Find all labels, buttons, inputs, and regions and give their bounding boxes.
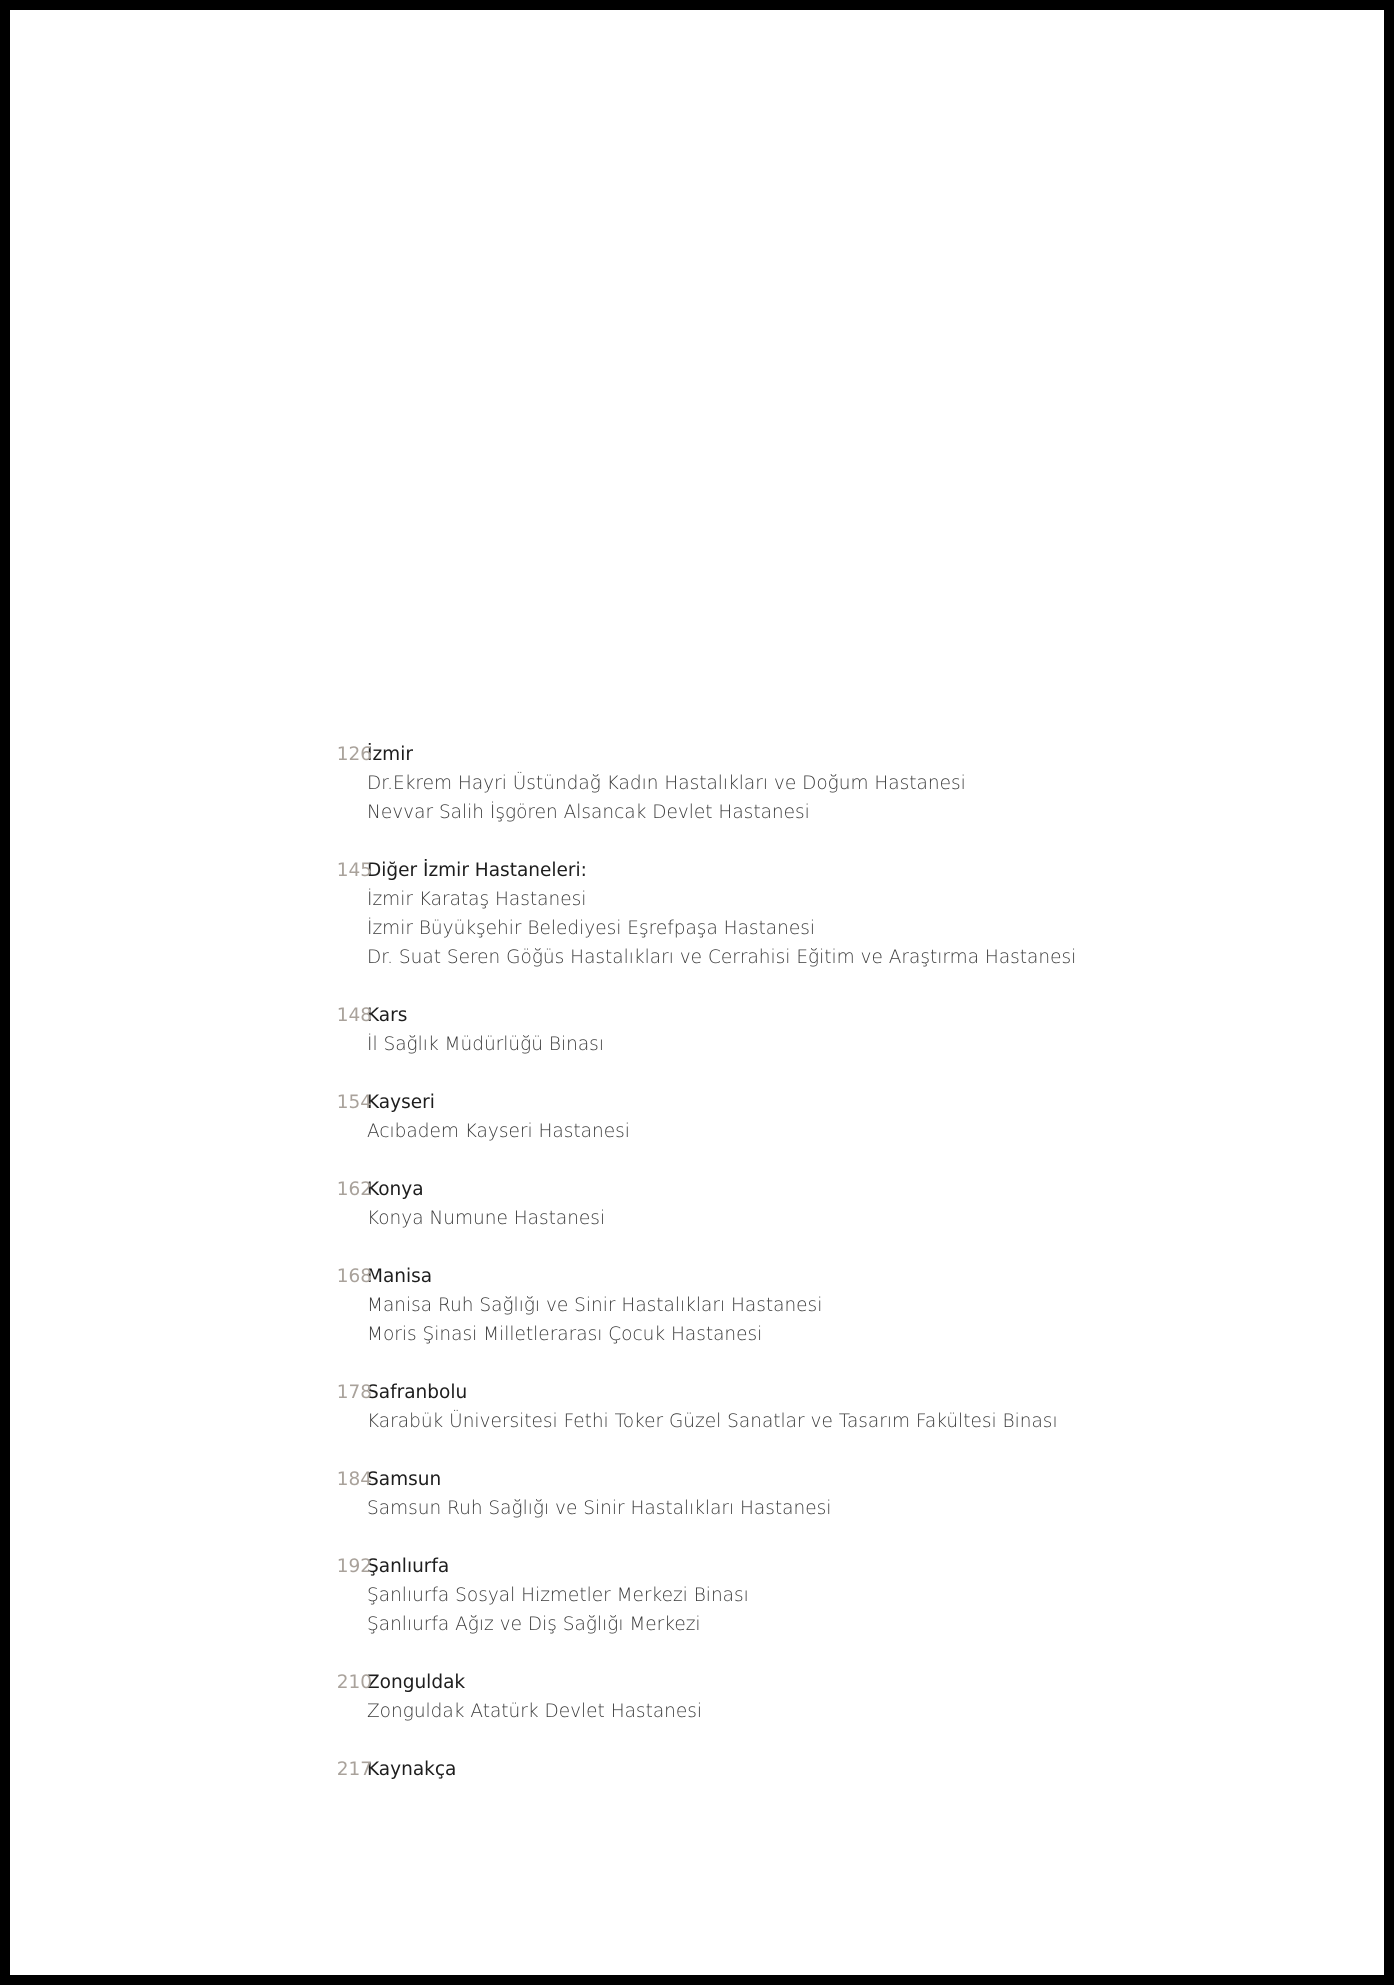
toc-item: İl Sağlık Müdürlüğü Binası xyxy=(367,1034,604,1055)
toc-entry-content xyxy=(367,740,1384,827)
toc-entry xyxy=(10,1088,1384,1146)
toc-entry xyxy=(10,740,1384,827)
toc-entry-content xyxy=(367,1755,1384,1784)
page xyxy=(10,10,1384,1975)
toc-entry xyxy=(10,1668,1384,1726)
toc-section-title: Diğer İzmir Hastaneleri: xyxy=(367,860,587,881)
toc-entry xyxy=(10,1175,1384,1233)
toc-section-title: Şanlıurfa xyxy=(367,1556,450,1577)
toc-page-number: 162 xyxy=(336,1179,372,1200)
toc-item: Dr.Ekrem Hayri Üstündağ Kadın Hastalıkları ve Doğum Hastanesi xyxy=(367,773,966,794)
toc-item: İzmir Büyükşehir Belediyesi Eşrefpaşa Hastanesi xyxy=(367,918,816,939)
toc-section-title: Kars xyxy=(367,1005,408,1026)
toc-section-title: Samsun xyxy=(367,1469,442,1490)
toc-page-number: 178 xyxy=(336,1382,372,1403)
toc-page-number: 168 xyxy=(336,1266,372,1287)
toc-entry-content xyxy=(367,1088,1384,1146)
toc-entry-content xyxy=(367,856,1384,972)
toc-entry-content xyxy=(367,1552,1384,1639)
toc-item: Dr. Suat Seren Göğüs Hastalıkları ve Cerrahisi Eğitim ve Araştırma Hastanesi xyxy=(367,947,1077,968)
toc-item: Moris Şinasi Milletlerarası Çocuk Hastanesi xyxy=(367,1324,763,1345)
toc-section-title: Kayseri xyxy=(367,1092,435,1113)
toc-entry xyxy=(10,1001,1384,1059)
toc-item: Karabük Üniversitesi Fethi Toker Güzel Sanatlar ve Tasarım Fakültesi Binası xyxy=(367,1411,1058,1432)
toc-item: Zonguldak Atatürk Devlet Hastanesi xyxy=(367,1701,703,1722)
table-of-contents xyxy=(10,740,1384,1813)
toc-entry-content xyxy=(367,1001,1384,1059)
toc-item: Şanlıurfa Sosyal Hizmetler Merkezi Binası xyxy=(367,1585,749,1606)
toc-section-title: Kaynakça xyxy=(367,1759,457,1780)
toc-item: Acıbadem Kayseri Hastanesi xyxy=(367,1121,630,1142)
toc-item: Samsun Ruh Sağlığı ve Sinir Hastalıkları Hastanesi xyxy=(367,1498,832,1519)
toc-entry xyxy=(10,1378,1384,1436)
toc-section-title: Konya xyxy=(367,1179,424,1200)
toc-item: Manisa Ruh Sağlığı ve Sinir Hastalıkları Hastanesi xyxy=(367,1295,823,1316)
toc-entry-content xyxy=(367,1668,1384,1726)
toc-page-number: 184 xyxy=(336,1469,372,1490)
toc-entry xyxy=(10,1755,1384,1784)
toc-section-title: İzmir xyxy=(367,744,413,765)
toc-page-number: 145 xyxy=(336,860,372,881)
toc-entry xyxy=(10,1465,1384,1523)
toc-entry-content xyxy=(367,1262,1384,1349)
toc-item: Konya Numune Hastanesi xyxy=(367,1208,606,1229)
toc-page-number: 192 xyxy=(336,1556,372,1577)
toc-page-number: 217 xyxy=(336,1759,372,1780)
toc-page-number: 148 xyxy=(336,1005,372,1026)
toc-section-title: Zonguldak xyxy=(367,1672,466,1693)
toc-entry xyxy=(10,856,1384,972)
toc-section-title: Safranbolu xyxy=(367,1382,468,1403)
toc-page-number: 210 xyxy=(336,1672,372,1693)
toc-entry xyxy=(10,1552,1384,1639)
toc-entry-content xyxy=(367,1378,1384,1436)
toc-entry-content xyxy=(367,1465,1384,1523)
toc-item: İzmir Karataş Hastanesi xyxy=(367,889,587,910)
toc-item: Nevvar Salih İşgören Alsancak Devlet Hastanesi xyxy=(367,802,810,823)
toc-section-title: Manisa xyxy=(367,1266,433,1287)
toc-entry-content xyxy=(367,1175,1384,1233)
toc-entry xyxy=(10,1262,1384,1349)
toc-page-number: 126 xyxy=(336,744,372,765)
toc-page-number: 154 xyxy=(336,1092,372,1113)
toc-item: Şanlıurfa Ağız ve Diş Sağlığı Merkezi xyxy=(367,1614,701,1635)
